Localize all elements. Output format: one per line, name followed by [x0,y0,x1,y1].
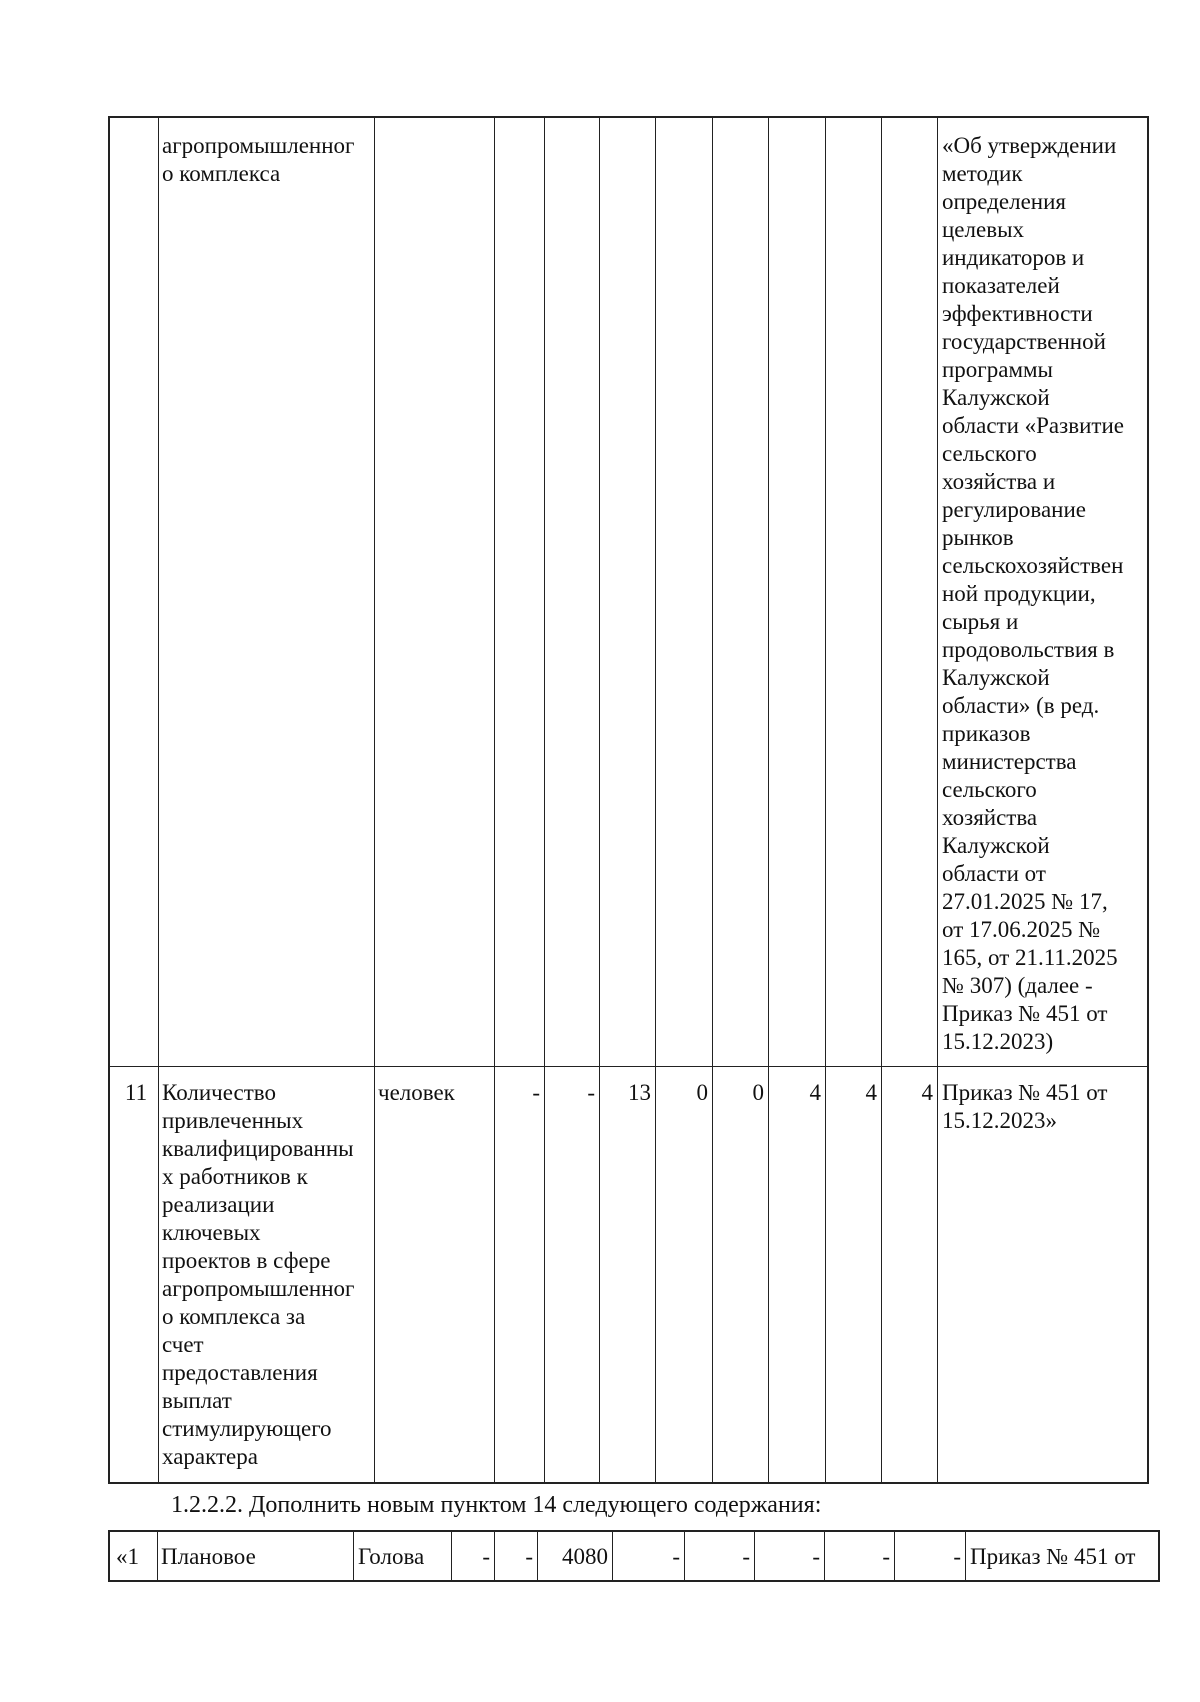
source-document-cell: Приказ № 451 от 15.12.2023» [942,1080,1108,1133]
value-cell: 4 [865,1080,877,1105]
value-cell: - [482,1544,490,1569]
value-cell: - [882,1544,890,1569]
column-divider [158,118,159,1484]
column-divider [965,1532,966,1582]
value-cell: - [532,1080,540,1105]
column-divider [754,1532,755,1582]
value-cell: - [672,1544,680,1569]
column-divider [655,118,656,1484]
unit-of-measure: Голова [358,1544,425,1569]
column-divider [825,118,826,1484]
column-divider [881,118,882,1484]
amendment-paragraph: 1.2.2.2. Дополнить новым пунктом 14 следующего содержания: [171,1492,822,1518]
indicator-name: Плановое [161,1544,256,1569]
column-divider [937,118,938,1484]
column-divider [599,118,600,1484]
column-divider [544,118,545,1484]
value-cell: - [742,1544,750,1569]
column-divider [494,118,495,1484]
column-divider [494,1532,495,1582]
new-item-14-table [108,1530,1160,1582]
value-cell: 4080 [562,1544,608,1569]
value-cell: - [525,1544,533,1569]
column-divider [537,1532,538,1582]
value-cell: - [953,1544,961,1569]
column-divider [451,1532,452,1582]
row-number: «1 [116,1544,139,1569]
value-cell: 4 [809,1080,821,1105]
value-cell: - [587,1080,595,1105]
value-cell: 0 [696,1080,708,1105]
indicators-table-continued [108,116,1149,1484]
column-divider [684,1532,685,1582]
value-cell: 4 [921,1080,933,1105]
value-cell: - [812,1544,820,1569]
row-divider [110,1066,1149,1067]
indicator-name-tail: агропромышленног о комплекса [162,133,355,186]
column-divider [768,118,769,1484]
row-number: 11 [124,1080,148,1105]
column-divider [894,1532,895,1582]
column-divider [712,118,713,1484]
source-document-cell: Приказ № 451 от [970,1544,1136,1569]
column-divider [157,1532,158,1582]
indicator-name: Количество привлеченных квалифицированны х работников к реализации ключевых проектов в сфере агропромышленног о комплекса за счет предоставления выплат стимулирующего характера [162,1080,355,1469]
source-document-cell: «Об утверждении методик определения целевых индикаторов и показателей эффективности государственной программы Калужской области «Развитие сельского хозяйства и регулирование рынков сельскохозяйствен ной продукции, сырья и продовольствия в Калужской области» (в ред. приказов министерства сельского хозяйства Калужской области от 27.01.2025 № 17, от 17.06.2025 № 165, от 21.11.2025 № 307) (далее - Приказ № 451 от 15.12.2023) [942,133,1124,1054]
unit-of-measure: человек [378,1080,455,1105]
value-cell: 0 [752,1080,764,1105]
column-divider [612,1532,613,1582]
column-divider [353,1532,354,1582]
column-divider [374,118,375,1484]
value-cell: 13 [628,1080,651,1105]
column-divider [824,1532,825,1582]
